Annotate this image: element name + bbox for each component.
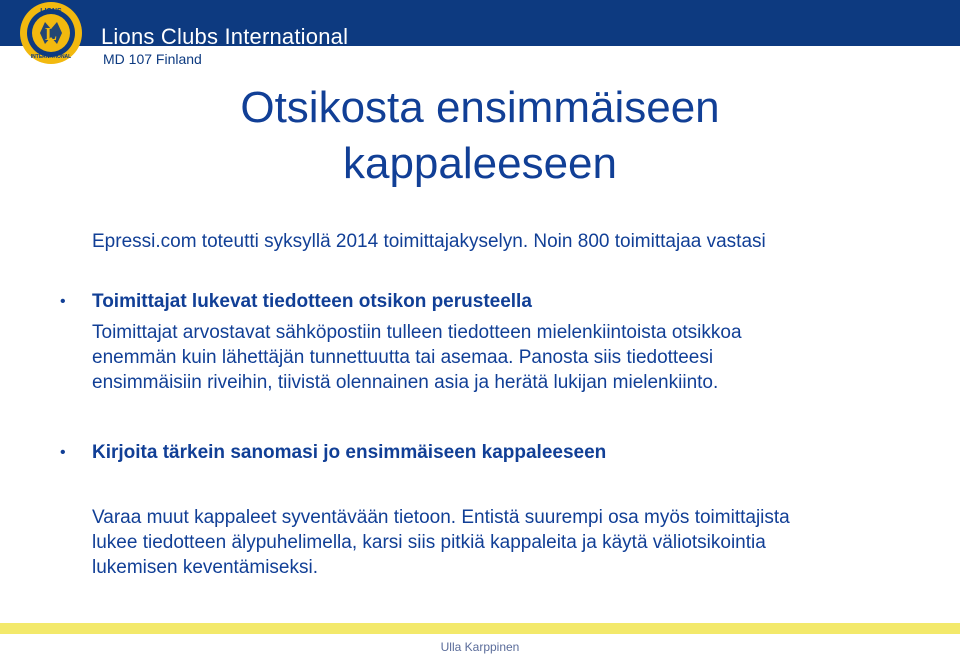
logo-top-text: LIONS <box>40 8 62 15</box>
intro-text: Epressi.com toteutti syksyllä 2014 toimittajakyselyn. Noin 800 toimittajaa vastasi <box>92 231 766 252</box>
org-name: Lions Clubs International <box>101 24 349 49</box>
slide-title-line: kappaleeseen <box>342 139 617 188</box>
section-heading: Kirjoita tärkein sanomasi jo ensimmäiseen kappaleeseen <box>92 442 607 463</box>
logo-bottom-text: INTERNATIONAL <box>30 54 72 60</box>
logo-center-letter: L <box>44 24 58 44</box>
paragraph-line: enemmän kuin lähettäjän tunnettuutta tai asemaa. Panosta siis tiedotteesi <box>92 347 714 368</box>
org-district: MD 107 Finland <box>103 51 202 67</box>
paragraph-line: ensimmäisiin riveihin, tiivistä olennainen asia ja herätä lukijan mielenkiinto. <box>92 372 719 393</box>
paragraph-line: Varaa muut kappaleet syventävään tietoon. Entistä suurempi osa myös toimittajista <box>92 507 790 528</box>
footer-bar <box>0 623 960 634</box>
bullet-icon: • <box>60 293 66 310</box>
section-paragraph <box>92 505 922 580</box>
slide-title-line: Otsikosta ensimmäiseen <box>240 83 720 132</box>
section-paragraph <box>92 320 922 395</box>
footer-author: Ulla Karppinen <box>440 640 520 654</box>
paragraph-line: Toimittajat arvostavat sähköpostiin tulleen tiedotteen mielenkiintoista otsikkoa <box>92 322 742 343</box>
lions-emblem-icon <box>18 0 84 66</box>
section-heading: Toimittajat lukevat tiedotteen otsikon perusteella <box>92 291 532 312</box>
bullet-icon: • <box>60 444 66 461</box>
paragraph-line: lukemisen keventämiseksi. <box>92 557 318 578</box>
slide-title <box>0 80 960 192</box>
paragraph-line: lukee tiedotteen älypuhelimella, karsi siis pitkiä kappaleita ja käytä väliotsikointia <box>92 532 766 553</box>
